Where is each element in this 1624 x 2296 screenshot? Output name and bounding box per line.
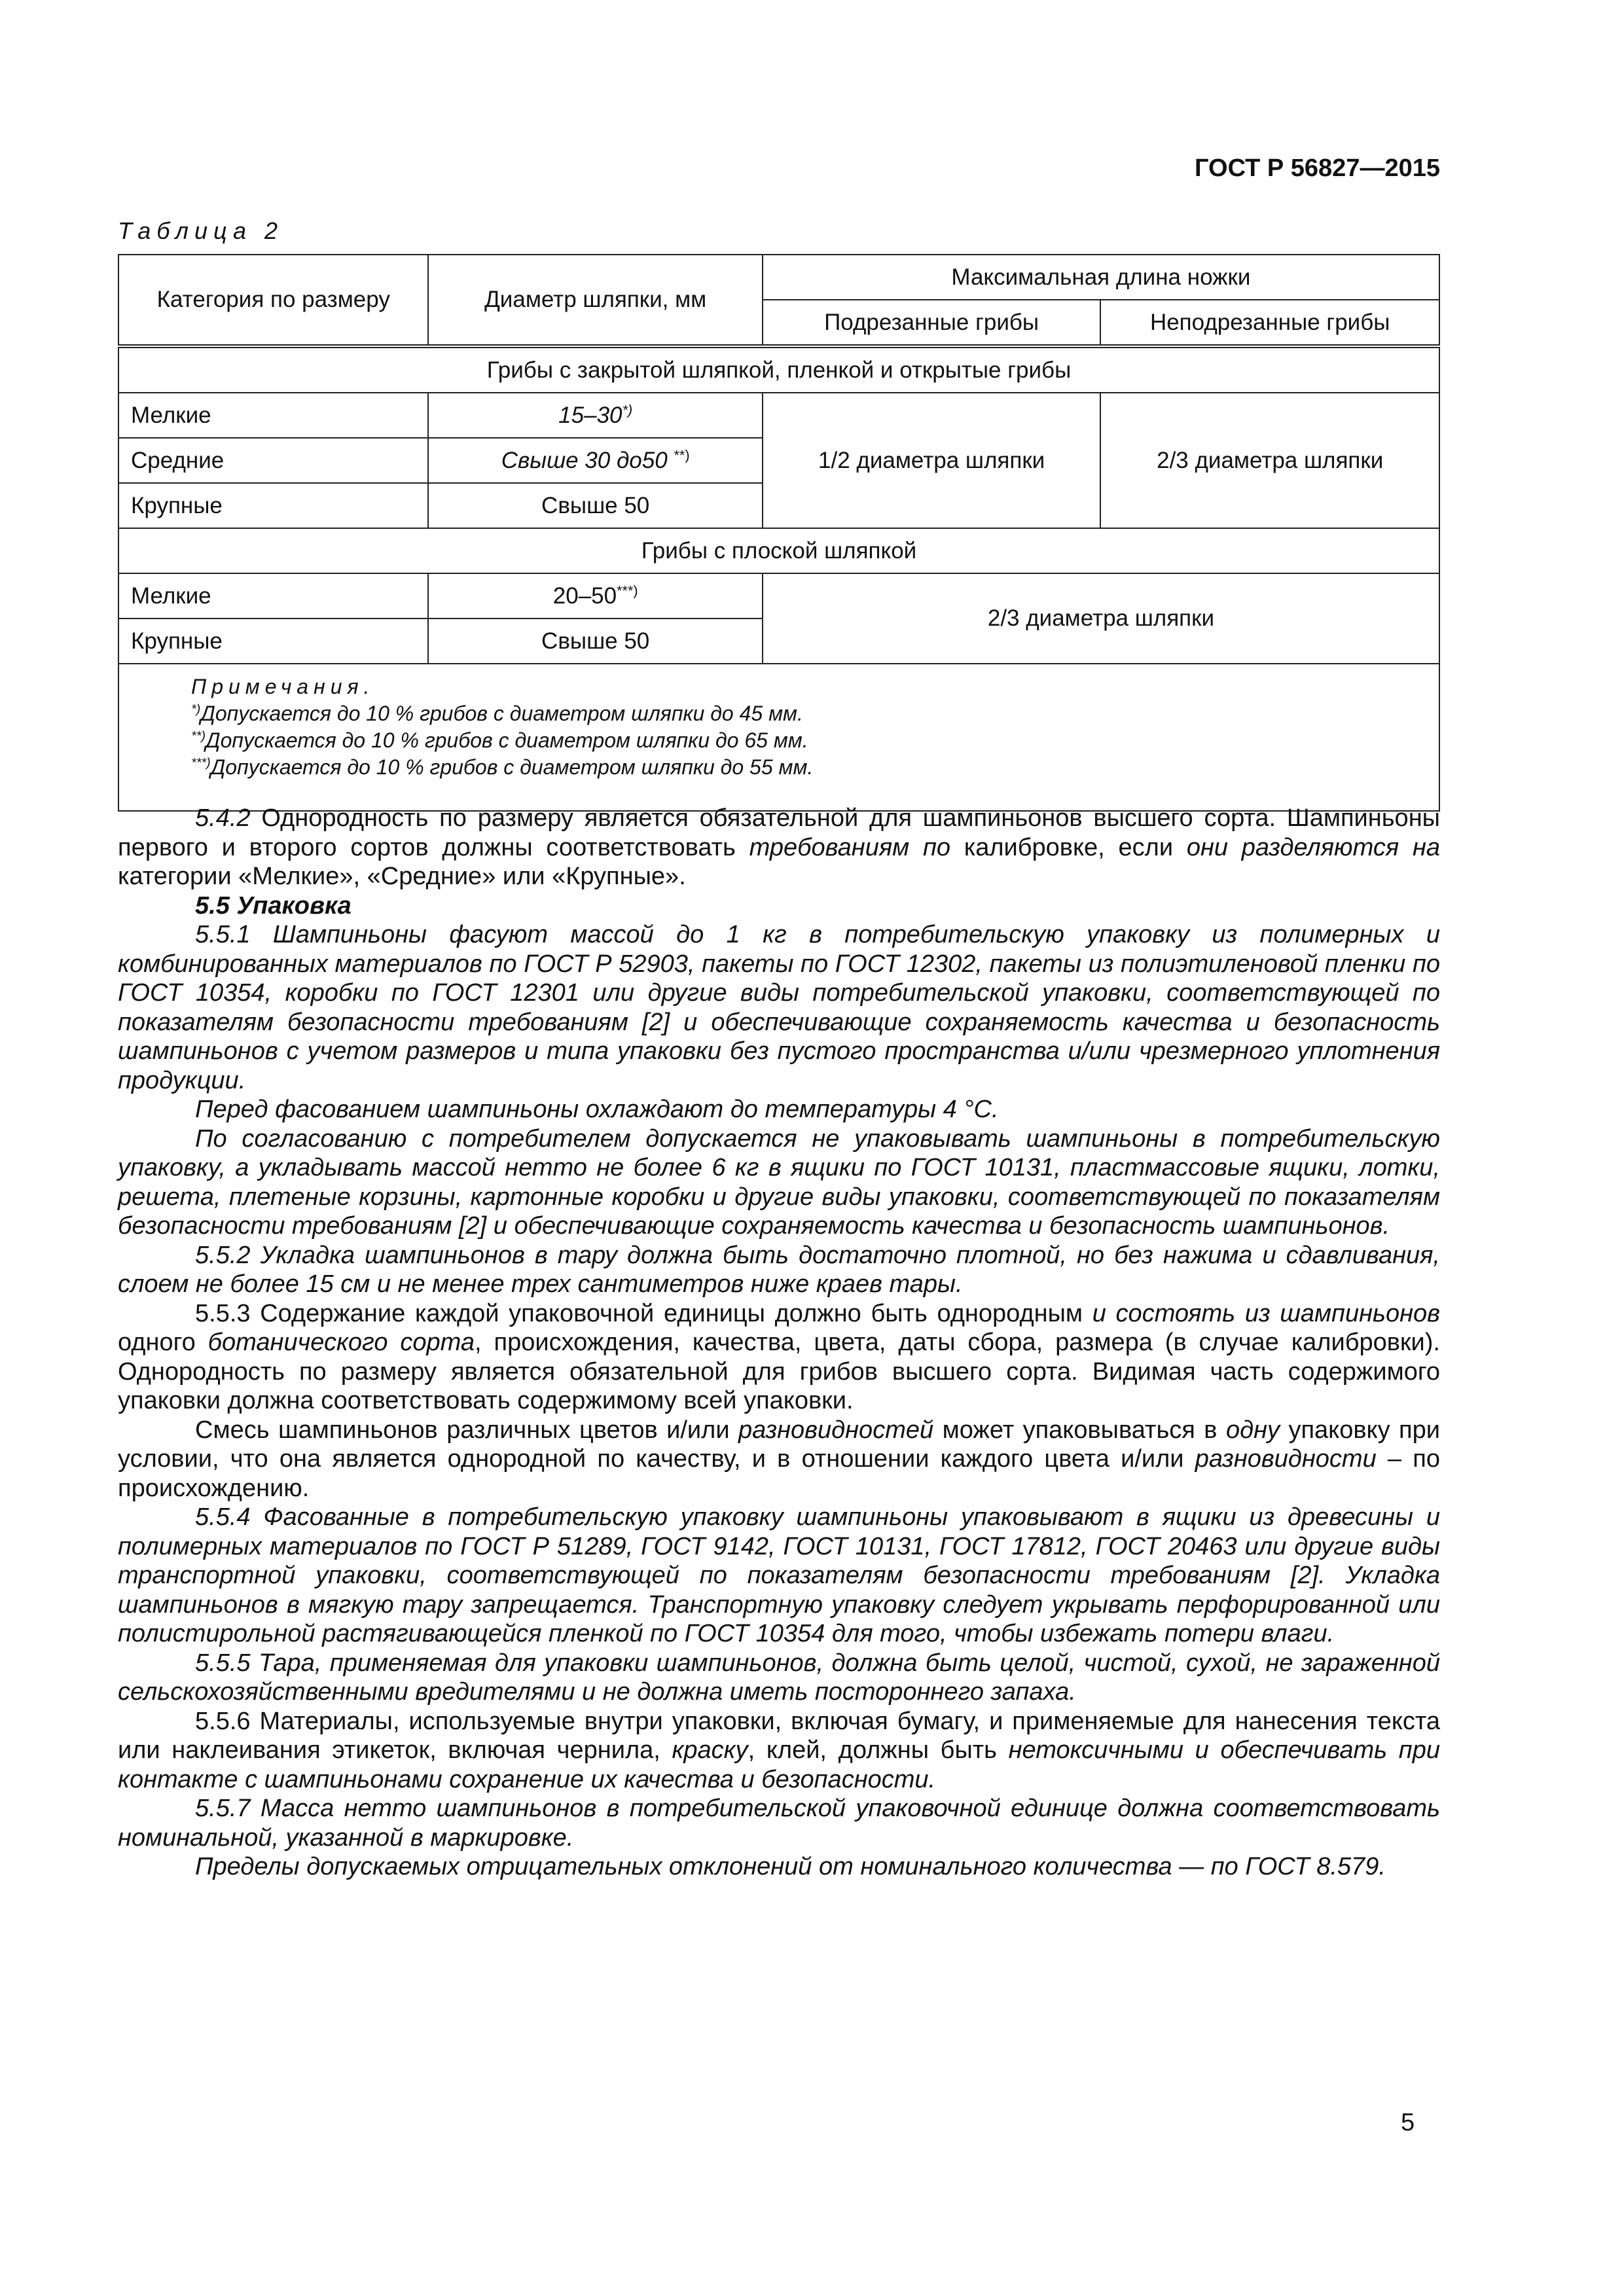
note-item: [191, 754, 1367, 781]
document-header: ГОСТ Р 56827—2015: [1195, 154, 1440, 182]
category-cell: Мелкие: [118, 393, 428, 438]
table-row: [118, 573, 1439, 619]
text-run: упаковку при условии, что она является однородной по качеству, и в отношении каждого цвета и/или: [118, 1416, 1440, 1473]
text-run: одну: [1225, 1416, 1280, 1444]
paragraph-5-5-7: 5.5.7 Масса нетто шампиньонов в потребительской упаковочной единице должна соответствовать номинальной, указанной в маркировке.: [118, 1795, 1440, 1852]
text-run: , клей, должны быть: [748, 1736, 1009, 1764]
header-category: Категория по размеру: [118, 255, 428, 346]
stem-cell: 2/3 диаметра шляпки: [763, 573, 1439, 664]
footnote-mark: ***): [617, 581, 638, 598]
group-row: [118, 528, 1439, 573]
body-text: [118, 804, 1440, 1882]
text-run: 5.5.6 Материалы, используемые внутри упаковки, включая бумагу, и применяемые для нанесения текста или наклеивания этикеток, включая чернила,: [118, 1707, 1440, 1764]
footnote-mark: **): [191, 728, 206, 744]
paragraph-mix: [118, 1416, 1440, 1503]
text-run: , происхождения, качества, цвета, даты сбора, размера (в случае калибровки). Однородность по размеру является обязательной для грибов высшего сорта. Видимая часть содержимого упаковки должна соответствовать содержимому всей упаковки.: [118, 1329, 1440, 1414]
header-uncut: Неподрезанные грибы: [1100, 300, 1439, 346]
text-run: – по происхождению.: [118, 1445, 1440, 1502]
paragraph-cooling: Перед фасованием шампиньоны охлаждают до температуры 4 °С.: [195, 1096, 999, 1123]
header-diameter: Диаметр шляпки, мм: [428, 255, 762, 346]
diameter-cell: [428, 393, 762, 438]
text-run: категории «Мелкие», «Средние» или «Крупные».: [118, 863, 686, 890]
footnote-mark: **): [674, 446, 690, 463]
text-run: разновидностей: [738, 1416, 934, 1444]
footnote-mark: *): [191, 702, 201, 717]
text-run: Смесь шампиньонов различных цветов и/или: [195, 1416, 739, 1444]
header-cut: Подрезанные грибы: [763, 300, 1101, 346]
paragraph-5-5-4: 5.5.4 Фасованные в потребительскую упаковку шампиньоны упаковывают в ящики из древесины и полимерных материалов по ГОСТ Р 51289, ГОСТ 9142, ГОСТ 10131, ГОСТ 17812, ГОСТ 20463 или другие виды транспортной упаковки, соответствующей по показателям безопасности требованиям [2]. Укладка шампиньонов в мягкую тару запрещается. Транспортную упаковку следует укрывать перфорированной или полистирольной растягивающейся пленкой по ГОСТ 10354 для того, чтобы избежать потери влаги.: [118, 1503, 1440, 1647]
clause-number: 5.4.2: [195, 804, 251, 832]
note-text: Допускается до 10 % грибов с диаметром шляпки до 45 мм.: [200, 702, 803, 725]
table-row: [118, 393, 1439, 438]
text-run: 5.5.3 Содержание каждой упаковочной единицы должно быть однородным: [195, 1299, 1092, 1327]
text-run: и состоять из шампиньонов: [1092, 1299, 1440, 1327]
paragraph-5-4-2: [118, 804, 1440, 891]
paragraph-5-5-2: 5.5.2 Укладка шампиньонов в тару должна быть достаточно плотной, но без нажима и сдавливания, слоем не более 15 см и не менее трех сантиметров ниже краев тары.: [118, 1241, 1440, 1298]
text-run: требованиям по: [749, 833, 950, 861]
diameter-value: Свыше 30 до50: [501, 447, 668, 473]
footnote-mark: *): [622, 401, 633, 418]
stem-uncut-cell: 2/3 диаметра шляпки: [1100, 393, 1439, 528]
note-text: Допускается до 10 % грибов с диаметром шляпки до 65 мм.: [206, 728, 808, 752]
text-run: калибровке, если: [950, 833, 1187, 861]
category-cell: Мелкие: [118, 573, 428, 619]
diameter-cell: Свыше 50: [428, 483, 762, 528]
text-run: нетоксичными и обеспечивать при контакте с шампиньонами сохранение их качества и безопасности.: [118, 1736, 1440, 1793]
diameter-cell: Свыше 50: [428, 619, 762, 664]
group-title: Грибы с закрытой шляпкой, пленкой и открытые грибы: [118, 346, 1439, 393]
group-row: [118, 346, 1439, 393]
text-run: ботанического сорта: [208, 1329, 475, 1356]
header-max-stem: Максимальная длина ножки: [763, 255, 1439, 300]
section-heading: 5.5 Упаковка: [195, 891, 352, 920]
diameter-cell: [428, 438, 762, 483]
stem-cut-cell: 1/2 диаметра шляпки: [763, 393, 1101, 528]
text-run: одного: [118, 1329, 208, 1356]
table-caption: Таблица 2: [118, 217, 284, 244]
paragraph-5-5-1: 5.5.1 Шампиньоны фасуют массой до 1 кг в потребительскую упаковку из полимерных и комбинированных материалов по ГОСТ Р 52903, пакеты по ГОСТ 12302, пакеты из полиэтиленовой пленки по ГОСТ 10354, коробки по ГОСТ 12301 или другие виды потребительской упаковки, соответствующей по показателям безопасности требованиям [2] и обеспечивающие сохраняемость качества и безопасность шампиньонов с учетом размеров и типа упаковки без пустого пространства и/или чрезмерного уплотнения продукции.: [118, 921, 1440, 1094]
paragraph-5-5-6: [118, 1707, 1440, 1795]
text-run: Однородность по размеру является обязательной для шампиньонов высшего сорта. Шампиньоны первого и второго сортов должны соответствовать: [118, 804, 1440, 861]
table-header-row: [118, 255, 1439, 300]
paragraph-5-5-5: 5.5.5 Тара, применяемая для упаковки шампиньонов, должна быть целой, чистой, сухой, не зараженной сельскохозяйственными вредителями и не должна иметь постороннего запаха.: [118, 1649, 1440, 1706]
footnote-mark: ***): [191, 755, 211, 770]
page-number: 5: [1401, 2109, 1415, 2136]
paragraph-limits: Пределы допускаемых отрицательных отклонений от номинального количества — по ГОСТ 8.579.: [195, 1853, 1386, 1880]
diameter-value: 20–50: [552, 583, 617, 609]
text-run: может упаковываться в: [933, 1416, 1226, 1444]
notes-row: [118, 664, 1439, 811]
paragraph-5-5-3: [118, 1299, 1440, 1416]
size-category-table: [118, 254, 1440, 812]
category-cell: Крупные: [118, 483, 428, 528]
text-run: разновидности: [1195, 1445, 1377, 1473]
note-item: [191, 727, 1367, 754]
category-cell: Средние: [118, 438, 428, 483]
notes-cell: [118, 664, 1439, 811]
notes-title: Примечания.: [191, 675, 375, 698]
text-run: они разделяются на: [1186, 833, 1440, 861]
category-cell: Крупные: [118, 619, 428, 664]
paragraph-agreement: По согласованию с потребителем допускается не упаковывать шампиньоны в потребительскую упаковку, а укладывать массой нетто не более 6 кг в ящики по ГОСТ 10131, пластмассовые ящики, лотки, решета, плетеные корзины, картонные коробки и другие виды упаковки, соответствующей по показателям безопасности требованиям [2] и обеспечивающие сохраняемость качества и безопасность шампиньонов.: [118, 1124, 1440, 1240]
diameter-cell: [428, 573, 762, 619]
diameter-value: 15–30: [558, 402, 623, 428]
text-run: краску: [672, 1736, 748, 1764]
note-item: [191, 700, 1367, 727]
group-title: Грибы с плоской шляпкой: [118, 528, 1439, 573]
note-text: Допускается до 10 % грибов с диаметром шляпки до 55 мм.: [210, 755, 814, 779]
